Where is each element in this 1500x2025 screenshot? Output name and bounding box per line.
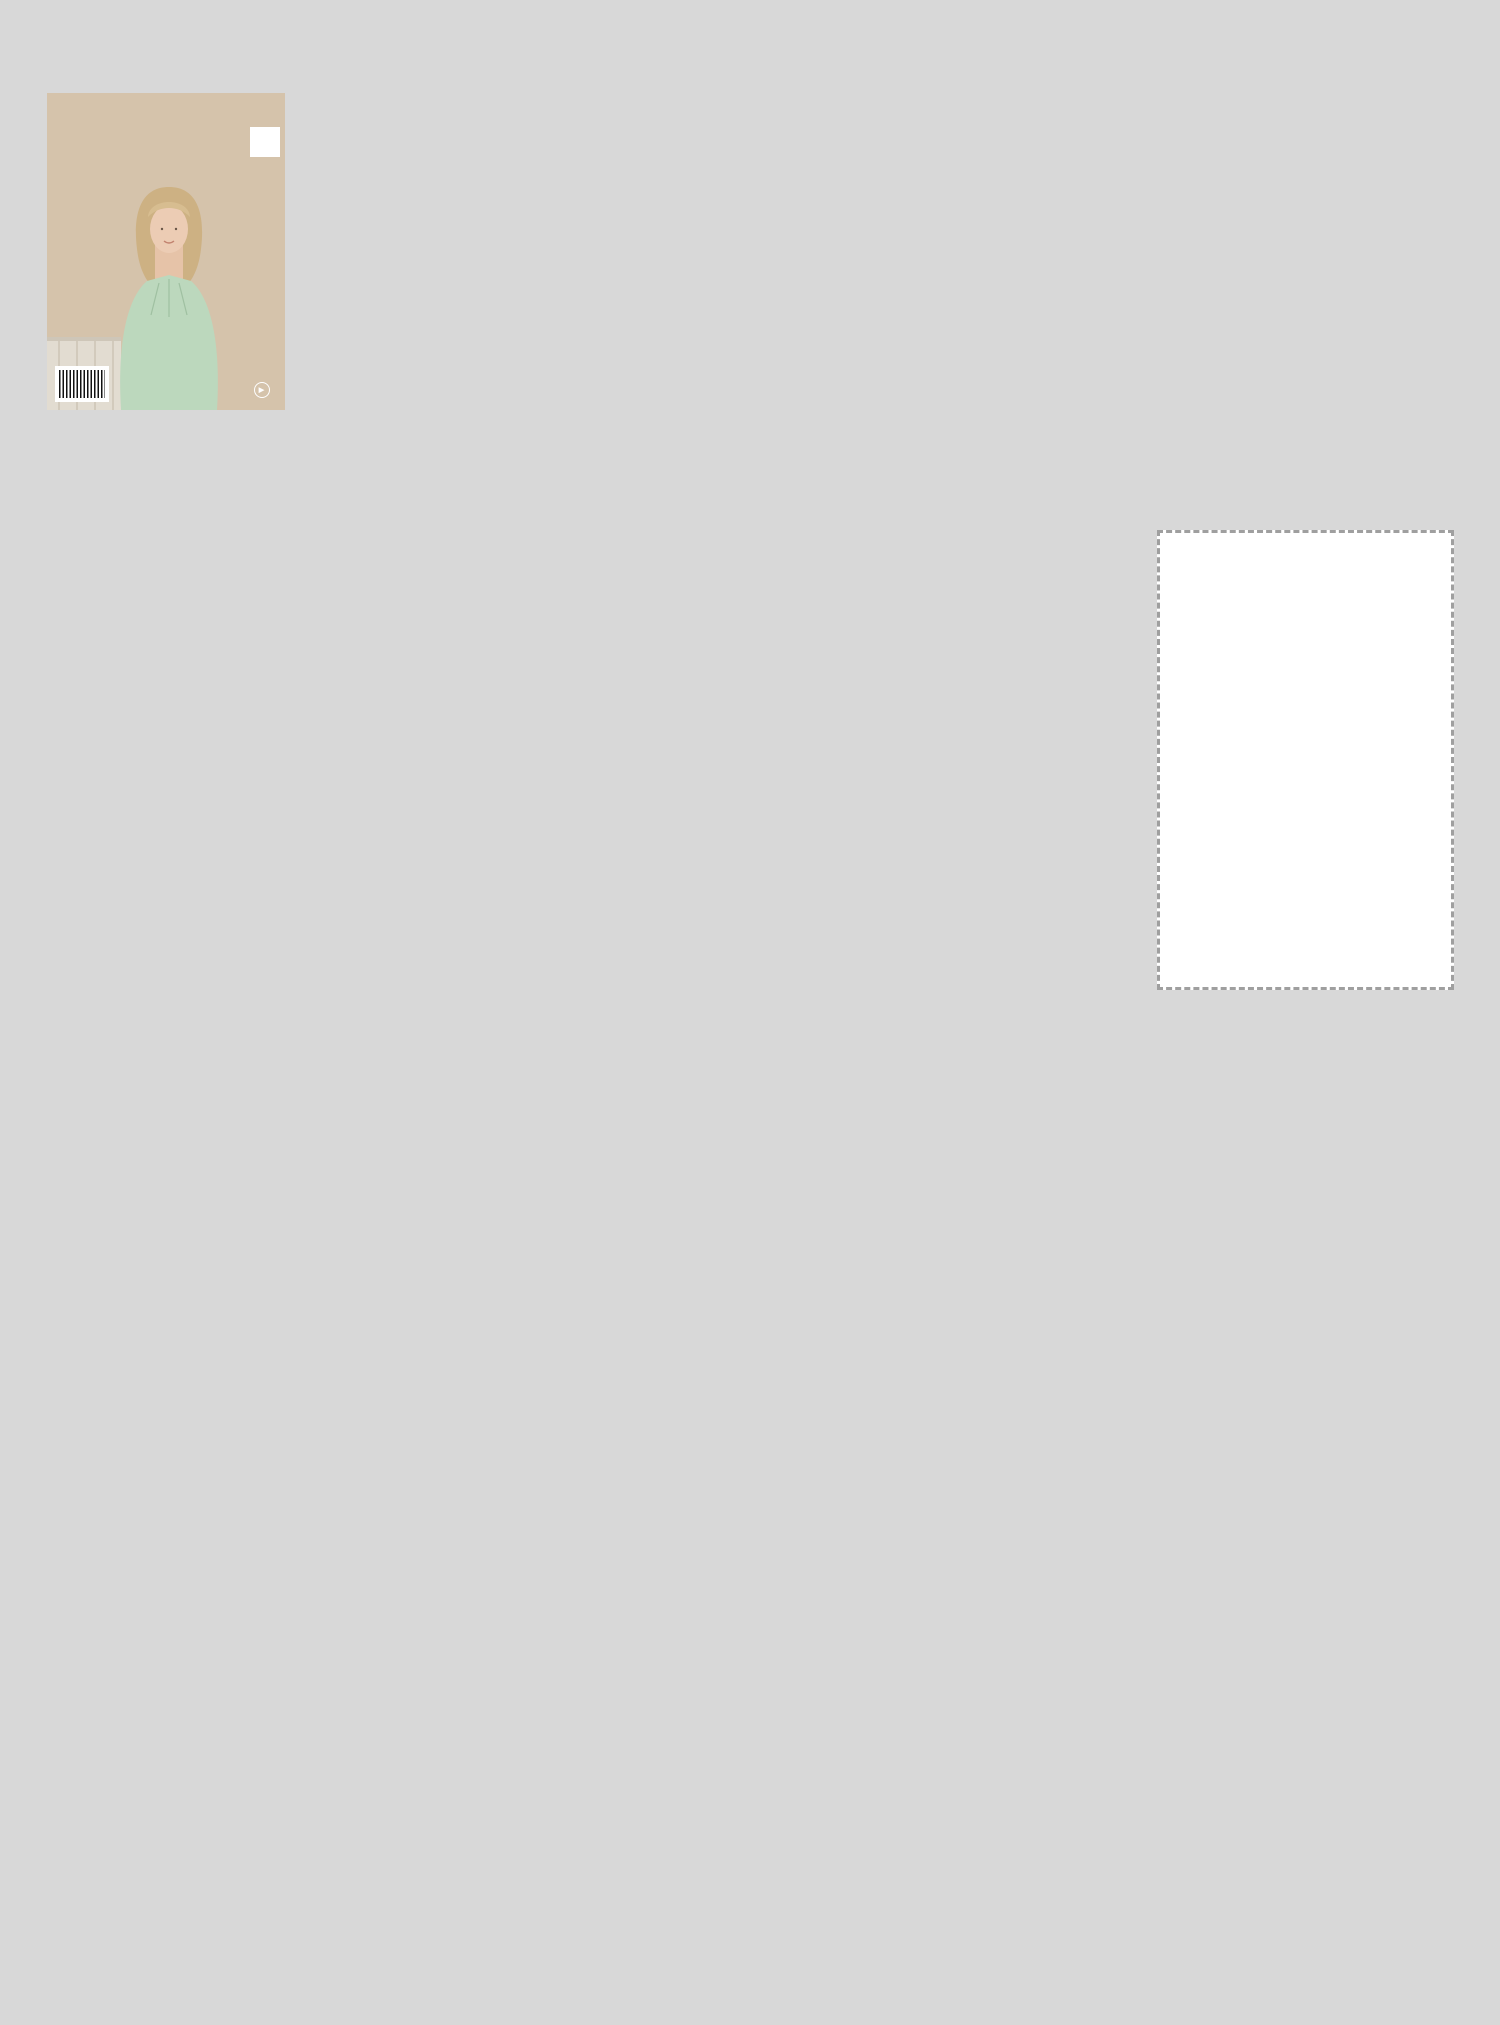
- play-icon: ▶: [254, 382, 270, 398]
- magazine-cover: [47, 93, 285, 410]
- video-announce-panel: [1157, 530, 1454, 990]
- cover-qr-code: [250, 127, 280, 157]
- barcode: [55, 366, 109, 402]
- video-qr-code: [1203, 615, 1408, 820]
- video-badge: [254, 382, 275, 398]
